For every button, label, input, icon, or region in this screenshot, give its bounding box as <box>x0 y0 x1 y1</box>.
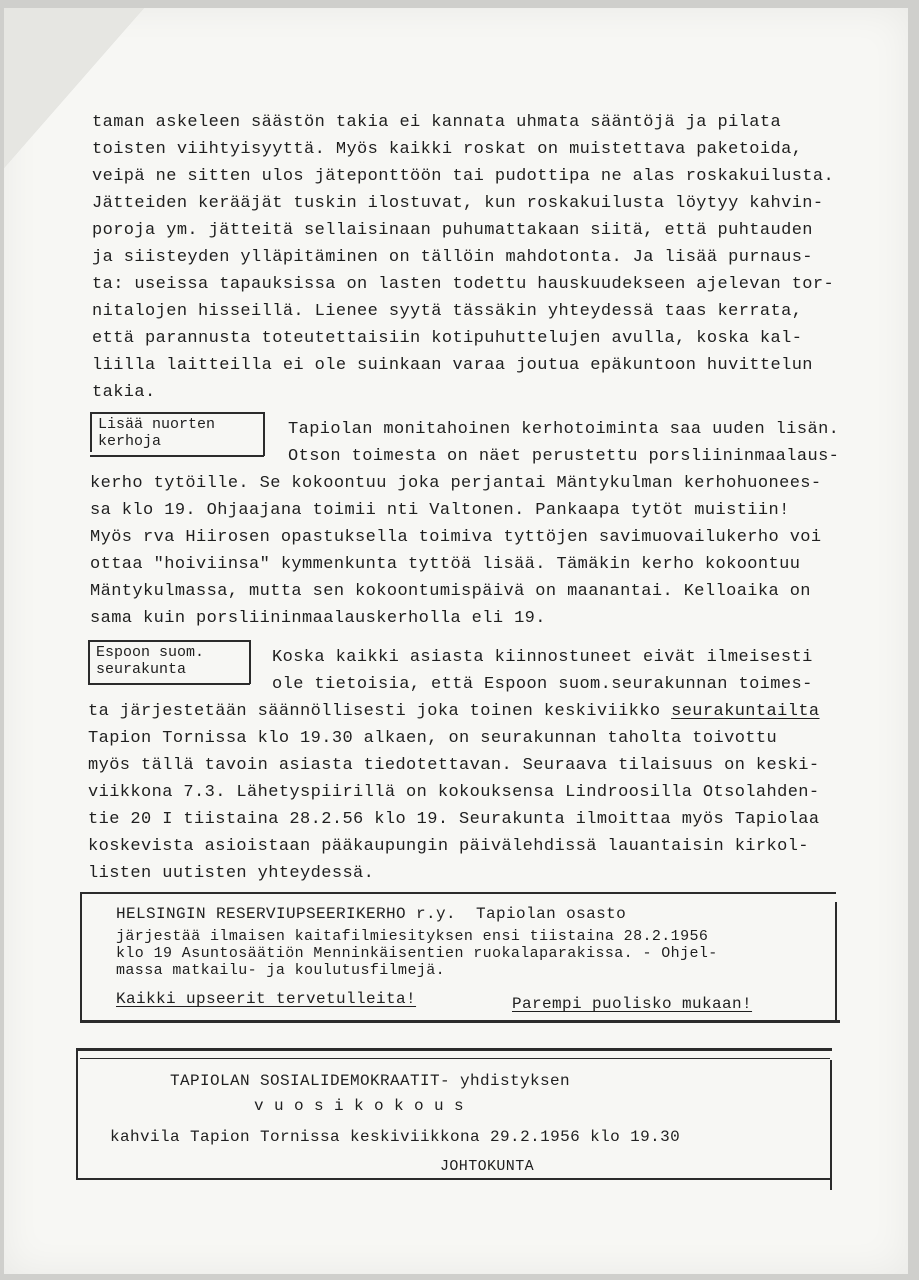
text-line: Mäntykulmassa, mutta sen kokoontumispäivä on maanantai. Kelloaika on <box>90 582 811 601</box>
text-line: koskevista asioistaan pääkaupungin päivälehdissä lauantaisin kirkol- <box>88 837 809 856</box>
text-line: nitalojen hisseillä. Lienee syytä tässäkin yhteydessä taas kerrata, <box>92 302 803 321</box>
notice-text: järjestää ilmaisen kaitafilmiesityksen ensi tiistaina 28.2.1956 <box>116 928 709 945</box>
underlined-term: seurakuntailta <box>671 702 820 721</box>
text-line: myös tällä tavoin asiasta tiedotettavan. Seuraava tilaisuus on keski- <box>88 756 820 775</box>
text-line: poroja ym. jätteitä sellaisinaan puhumattakaan siitä, että puhtauden <box>92 221 813 240</box>
text-line: liilla laitteilla ei ole suinkaan varaa joutua epäkuntoon huvittelun <box>92 356 813 375</box>
text-line: sa klo 19. Ohjaajana toimii nti Valtonen. Pankaapa tytöt muistiin! <box>90 501 790 520</box>
notice-text: massa matkailu- ja koulutusfilmejä. <box>116 962 446 979</box>
section-heading: Espoon suom. <box>96 644 205 661</box>
text-line: takia. <box>92 383 156 402</box>
text-line: Jätteiden kerääjät tuskin ilostuvat, kun roskakuilusta löytyy kahvin- <box>92 194 824 213</box>
text-line: Otson toimesta on näet perustettu porsliininmaalaus- <box>288 447 840 466</box>
text-line: Koska kaikki asiasta kiinnostuneet eivät ilmeisesti <box>272 648 813 667</box>
notice-title: HELSINGIN RESERVIUPSEERIKERHO r.y. Tapiolan osasto <box>116 905 627 923</box>
text-line: sama kuin porsliininmaalauskerholla eli 19. <box>90 609 546 628</box>
text-line: että parannusta toteutettaisiin kotipuhuttelujen avulla, koska kal- <box>92 329 803 348</box>
text-line: listen uutisten yhteydessä. <box>88 864 375 883</box>
text-line: ottaa "hoiviinsa" kymmenkunta tyttöä lisää. Tämäkin kerho kokoontuu <box>90 555 801 574</box>
notice-details: kahvila Tapion Tornissa keskiviikkona 29.2.1956 klo 19.30 <box>110 1128 681 1146</box>
notice-event: v u o s i k o k o u s <box>254 1097 465 1115</box>
text-line: Tapiolan monitahoinen kerhotoiminta saa uuden lisän. <box>288 420 840 439</box>
text-line: veipä ne sitten ulos jäteponttöön tai pudottipa ne alas roskakuilusta. <box>92 167 835 186</box>
text-line: ta: useissa tapauksissa on lasten todettu hauskuudekseen ajelevan tor- <box>92 275 835 294</box>
notice-signature: JOHTOKUNTA <box>440 1158 535 1175</box>
notice-text: klo 19 Asuntosäätiön Menninkäisentien ruokalaparakissa. - Ohjel- <box>116 945 718 962</box>
text-line <box>88 702 820 721</box>
text-line: ja siisteyden ylläpitäminen on tällöin mahdotonta. Ja lisää purnaus- <box>92 248 813 267</box>
section-heading: kerhoja <box>98 433 162 450</box>
notice-welcome: Parempi puolisko mukaan! <box>512 995 753 1013</box>
text-line: toisten viihtyisyyttä. Myös kaikki roskat on muistettava paketoida, <box>92 140 803 159</box>
notice-welcome: Kaikki upseerit tervetulleita! <box>116 990 417 1008</box>
text-span: ta järjestetään säännöllisesti joka toinen keskiviikko <box>88 702 672 721</box>
text-line: Myös rva Hiirosen opastuksella toimiva tyttöjen savimuovailukerho voi <box>90 528 822 547</box>
text-line: viikkona 7.3. Lähetyspiirillä on kokouksensa Lindroosilla Otsolahden- <box>88 783 820 802</box>
section-heading: Lisää nuorten <box>98 416 216 433</box>
text-line: kerho tytöille. Se kokoontuu joka perjantai Mäntykulman kerhohuonees- <box>90 474 822 493</box>
text-line: Tapion Tornissa klo 19.30 alkaen, on seurakunnan taholta toivottu <box>88 729 778 748</box>
notice-title: TAPIOLAN SOSIALIDEMOKRAATIT- yhdistyksen <box>170 1072 571 1090</box>
text-line: ole tietoisia, että Espoon suom.seurakunnan toimes- <box>272 675 813 694</box>
text-line: tie 20 I tiistaina 28.2.56 klo 19. Seurakunta ilmoittaa myös Tapiolaa <box>88 810 820 829</box>
section-heading: seurakunta <box>96 661 187 678</box>
text-line: taman askeleen säästön takia ei kannata uhmata sääntöjä ja pilata <box>92 113 782 132</box>
